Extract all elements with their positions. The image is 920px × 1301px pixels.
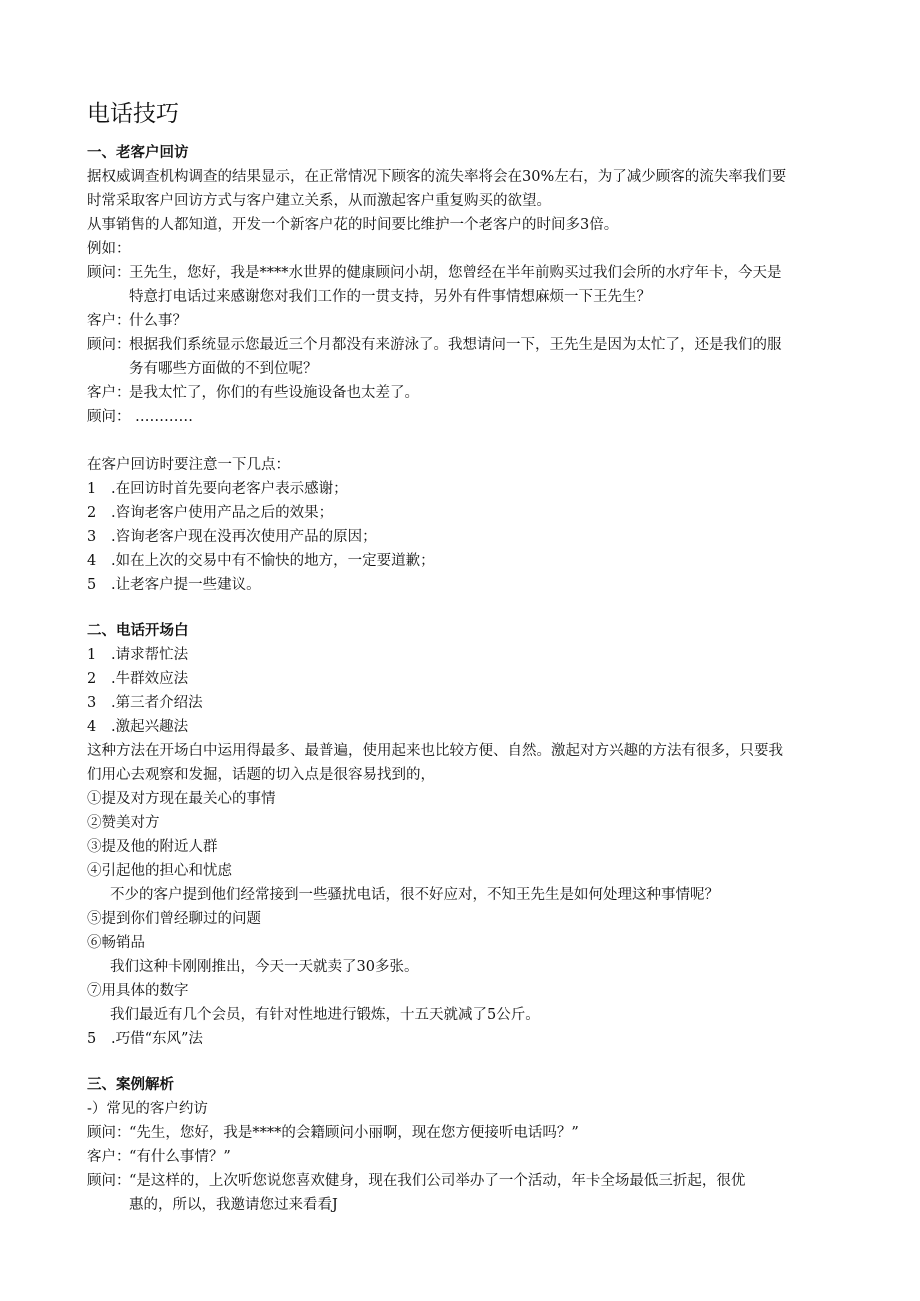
list-item [87,667,188,691]
list-text: .巧借“东风”法 [111,1031,203,1047]
list-item [87,643,188,667]
list-text: .咨询老客户使用产品之后的效果； [111,505,334,521]
dialogue-text: 是我太忙了，你们的有些设施设备也太差了。 [129,385,419,401]
list-number: 5 [87,577,97,593]
section-heading-3: 三、案例解析 [87,1077,174,1093]
list-item [87,501,333,525]
list-text: .请求帮忙法 [111,647,189,663]
speaker-label: 顾问： [87,265,131,281]
speaker-label: 顾问： [87,337,131,353]
speaker-label: 客户： [87,313,131,329]
example-label: 例如： [87,241,131,257]
dialogue-text: 特意打电话过来感谢您对我们工作的一贯支持，另外有件事情想麻烦一下王先生？ [129,289,651,305]
list-text: .第三者介绍法 [111,695,203,711]
paragraph-line: 时常采取客户回访方式与客户建立关系，从而激起客户重复购买的欲望。 [87,193,551,209]
example-line: 我们最近有几个会员，有针对性地进行锻炼，十五天就减了5公斤。 [110,1007,540,1023]
list-item [87,691,203,715]
list-item [87,573,261,597]
list-number: 3 [87,695,97,711]
example-line: 我们这种卡刚刚推出，今天一天就卖了30多张。 [110,959,419,975]
paragraph-line: 这种方法在开场白中运用得最多、最普遍，使用起来也比较方便、自然。激起对方兴趣的方法有很多，只要我 [87,743,783,759]
circled-item: ①提及对方现在最关心的事情 [87,791,276,807]
section-heading-2: 二、电话开场白 [87,623,189,639]
dialogue-text: 惠的，所以，我邀请您过来看看J [129,1197,338,1213]
dialogue-text: “有什么事情？” [129,1149,231,1165]
paragraph-line: 从事销售的人都知道，开发一个新客户花的时间要比维护一个老客户的时间多3倍。 [87,217,619,233]
list-item [87,477,348,501]
dialogue-text: “先生，您好，我是****的会籍顾问小丽啊，现在您方便接听电话吗？” [129,1125,579,1141]
list-number: 4 [87,719,97,735]
list-text: .激起兴趣法 [111,719,189,735]
circled-item: ⑦用具体的数字 [87,983,189,999]
page-title: 电话技巧 [87,101,179,127]
list-number: 5 [87,1031,97,1047]
list-number: 3 [87,529,97,545]
dialogue-text: 什么事？ [129,313,187,329]
list-number: 2 [87,505,97,521]
example-line: 不少的客户提到他们经常接到一些骚扰电话，很不好应对，不知王先生是如何处理这种事情呢？ [110,887,719,903]
circled-item: ④引起他的担心和忧虑 [87,863,232,879]
circled-item: ②赞美对方 [87,815,160,831]
paragraph-line: 们用心去观察和发掘，话题的切入点是很容易找到的， [87,767,435,783]
speaker-label: 客户： [87,1149,131,1165]
list-item [87,1027,203,1051]
dialogue-text: 王先生，您好，我是****水世界的健康顾问小胡，您曾经在半年前购买过我们会所的水疗年卡，今天是 [129,265,782,281]
speaker-label: 顾问： [87,1125,131,1141]
dialogue-text: ………… [135,409,193,425]
subheading: -）常见的客户约访 [87,1101,208,1117]
list-text: .让老客户提一些建议。 [111,577,261,593]
list-item [87,715,188,739]
speaker-label: 客户： [87,385,131,401]
list-text: .如在上次的交易中有不愉快的地方，一定要道歉； [111,553,435,569]
circled-item: ③提及他的附近人群 [87,839,218,855]
dialogue-text: “是这样的，上次听您说您喜欢健身，现在我们公司举办了一个活动，年卡全场最低三折起，很优 [129,1173,746,1189]
circled-item: ⑥畅销品 [87,935,145,951]
list-item [87,549,435,573]
list-text: .牛群效应法 [111,671,189,687]
list-item [87,525,377,549]
list-number: 1 [87,481,97,497]
dialogue-text: 根据我们系统显示您最近三个月都没有来游泳了。我想请问一下，王先生是因为太忙了，还是我们的服 [129,337,782,353]
speaker-label: 顾问： [87,409,131,425]
list-number: 1 [87,647,97,663]
speaker-label: 顾问： [87,1173,131,1189]
notes-intro: 在客户回访时要注意一下几点： [87,457,290,473]
dialogue-text: 务有哪些方面做的不到位呢？ [129,361,318,377]
circled-item: ⑤提到你们曾经聊过的问题 [87,911,261,927]
list-number: 4 [87,553,97,569]
list-number: 2 [87,671,97,687]
section-heading-1: 一、老客户回访 [87,145,189,161]
list-text: .在回访时首先要向老客户表示感谢； [111,481,348,497]
paragraph-line: 据权威调查机构调查的结果显示，在正常情况下顾客的流失率将会在30%左右，为了减少顾客的流失率我们要 [87,169,787,185]
list-text: .咨询老客户现在没再次使用产品的原因； [111,529,377,545]
